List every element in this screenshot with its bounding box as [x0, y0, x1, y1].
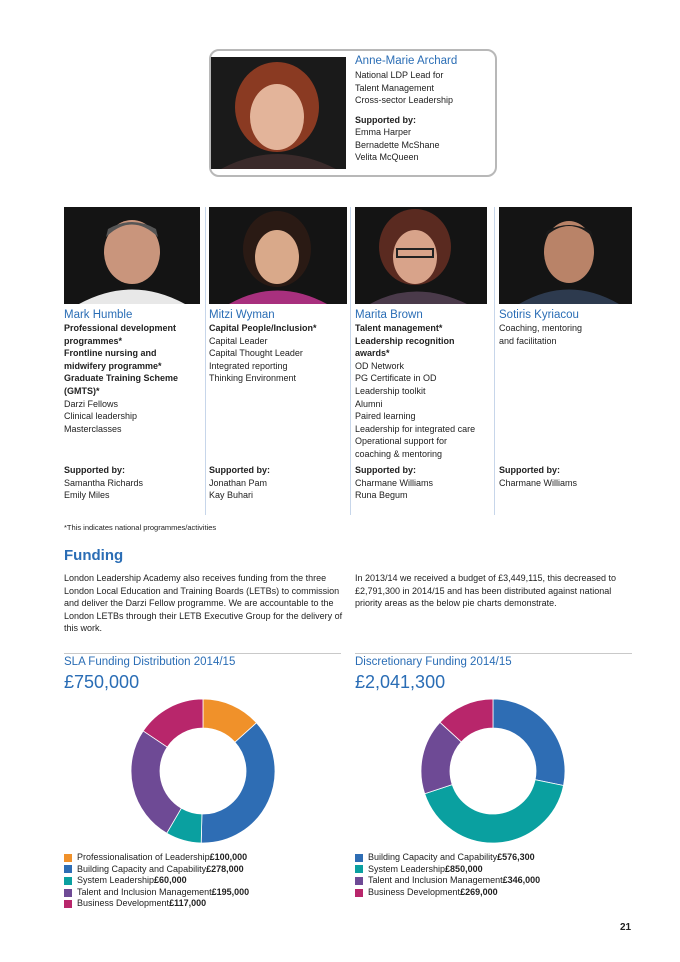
- role-line: Darzi Fellows: [64, 398, 119, 409]
- legend-item: [64, 864, 249, 876]
- lead-supported-heading: Supported by:: [355, 115, 416, 125]
- chart-title: SLA Funding Distribution 2014/15: [64, 656, 236, 668]
- lead-supporter-list: [355, 126, 440, 164]
- chart-total: £2,041,300: [355, 672, 446, 692]
- role-line: Operational support for: [355, 436, 448, 447]
- legend-item: [355, 864, 540, 876]
- person-name: Marita Brown: [355, 309, 423, 321]
- role-line: Masterclasses: [64, 423, 122, 434]
- lead-role-list: [355, 69, 453, 107]
- role-line: coaching & mentoring: [355, 448, 443, 459]
- role-line: (GMTS)*: [64, 385, 100, 396]
- person-photo-mitzi: [209, 207, 347, 304]
- role-line: Professional development: [64, 323, 177, 333]
- legend-item: [64, 898, 249, 910]
- legend-swatch: [355, 865, 363, 873]
- supporter: Runa Begum: [355, 490, 408, 501]
- legend-swatch: [64, 865, 72, 873]
- role-line: PG Certificate in OD: [355, 373, 437, 384]
- legend-label: Talent and Inclusion Management: [77, 886, 212, 897]
- person-photo-sotiris: [499, 207, 632, 304]
- section-rule: [64, 653, 341, 654]
- role-line: programmes*: [64, 335, 123, 346]
- person-name: Mitzi Wyman: [209, 309, 275, 321]
- person-role-list: [64, 322, 202, 435]
- legend-item: [64, 875, 249, 887]
- para-line: and deliver the Darzi Fellow programme. We are accountable to the: [64, 598, 334, 609]
- supporter: Emily Miles: [64, 490, 110, 501]
- supporter: Samantha Richards: [64, 477, 144, 488]
- legend-label: Talent and Inclusion Management: [368, 875, 503, 886]
- role-line: awards*: [355, 348, 390, 359]
- legend-amount: £269,000: [460, 886, 498, 897]
- funding-heading: Funding: [64, 547, 124, 564]
- donut-slice-3: [131, 731, 181, 833]
- chart-legend: [355, 852, 540, 898]
- lead-role-line: Talent Management: [355, 82, 435, 93]
- role-line: Frontline nursing and: [64, 348, 157, 359]
- para-line: London LETBs through their LETB Executive Group for the delivery of: [64, 610, 343, 621]
- para-line: London Local Education and Training Boards (LETBs) to commission: [64, 585, 340, 596]
- role-line: Thinking Environment: [209, 373, 297, 384]
- person-name: Mark Humble: [64, 309, 133, 321]
- person-role-list: [355, 322, 493, 461]
- legend-item: [64, 852, 249, 864]
- chart-title: Discretionary Funding 2014/15: [355, 656, 512, 668]
- lead-role-line: Cross-sector Leadership: [355, 95, 454, 106]
- supported-heading: Supported by:: [499, 465, 560, 475]
- supporter: Charmane Williams: [355, 477, 434, 488]
- legend-label: Business Development: [368, 886, 461, 897]
- supporter: Jonathan Pam: [209, 477, 268, 488]
- supporter: Kay Buhari: [209, 490, 254, 501]
- role-line: Leadership recognition: [355, 335, 455, 346]
- donut-slice-1: [425, 780, 564, 843]
- legend-item: [355, 887, 540, 899]
- supporter-block: [209, 464, 270, 502]
- legend-label: Professionalisation of Leadership: [77, 852, 210, 862]
- column-divider: [350, 207, 351, 515]
- supporter: Charmane Williams: [499, 477, 578, 488]
- person-photo-marita: [355, 207, 487, 304]
- role-line: Capital Leader: [209, 335, 268, 346]
- supporter-block: [499, 464, 577, 489]
- funding-paragraph-right: [355, 572, 640, 610]
- footnote: *This indicates national programmes/activities: [64, 523, 217, 532]
- legend-item: [355, 852, 540, 864]
- para-line: £2,791,300 in 2014/15 and has been distributed against national: [355, 585, 612, 596]
- column-divider: [205, 207, 206, 515]
- role-line: Leadership for integrated care: [355, 423, 476, 434]
- role-line: Talent management*: [355, 323, 443, 333]
- lead-supporter: Bernadette McShane: [355, 139, 440, 150]
- page-number: 21: [620, 922, 632, 933]
- lead-supporter: Velita McQueen: [355, 152, 419, 163]
- legend-swatch: [355, 854, 363, 862]
- legend-amount: £60,000: [154, 875, 187, 886]
- role-line: Capital Thought Leader: [209, 348, 303, 359]
- legend-swatch: [355, 877, 363, 885]
- role-line: Alumni: [355, 398, 383, 409]
- legend-swatch: [64, 900, 72, 908]
- legend-amount: £100,000: [209, 852, 248, 862]
- supported-heading: Supported by:: [209, 465, 270, 475]
- role-line: Capital People/Inclusion*: [209, 323, 317, 333]
- legend-amount: £195,000: [211, 886, 250, 897]
- donut-slice-0: [493, 699, 565, 786]
- legend-swatch: [64, 889, 72, 897]
- role-line: Integrated reporting: [209, 360, 288, 371]
- column-divider: [494, 207, 495, 515]
- para-line: this work.: [64, 623, 103, 634]
- supporter-block: [355, 464, 433, 502]
- chart-total: £750,000: [64, 672, 140, 692]
- para-line: London Leadership Academy also receives funding from the three: [64, 573, 327, 583]
- legend-swatch: [64, 877, 72, 885]
- para-line: priority areas as the below pie charts demonstrate.: [355, 598, 557, 609]
- role-line: Clinical leadership: [64, 411, 138, 422]
- lead-name: Anne-Marie Archard: [355, 55, 458, 67]
- legend-amount: £278,000: [206, 863, 244, 874]
- legend-label: Building Capacity and Capability: [368, 852, 498, 862]
- role-line: Leadership toolkit: [355, 385, 426, 396]
- role-line: midwifery programme*: [64, 360, 162, 371]
- person-name: Sotiris Kyriacou: [499, 309, 579, 321]
- legend-label: System Leadership: [368, 863, 446, 874]
- role-line: and facilitation: [499, 335, 557, 346]
- supported-heading: Supported by:: [355, 465, 416, 475]
- lead-supporter: Emma Harper: [355, 127, 412, 137]
- para-line: In 2013/14 we received a budget of £3,449,115, this decreased to: [355, 573, 617, 583]
- sla-funding-donut-chart: [128, 696, 278, 846]
- legend-swatch: [64, 854, 72, 862]
- legend-amount: £117,000: [169, 898, 207, 909]
- role-line: OD Network: [355, 360, 405, 371]
- donut-slice-1: [201, 723, 275, 843]
- chart-legend: [64, 852, 249, 910]
- role-line: Graduate Training Scheme: [64, 373, 179, 384]
- person-photo-mark: [64, 207, 200, 304]
- legend-item: [355, 875, 540, 887]
- supporter-block: [64, 464, 143, 502]
- role-line: Coaching, mentoring: [499, 323, 583, 333]
- supported-heading: Supported by:: [64, 465, 125, 475]
- person-role-list: [209, 322, 347, 385]
- legend-swatch: [355, 889, 363, 897]
- lead-role-line: National LDP Lead for: [355, 70, 444, 80]
- legend-amount: £346,000: [502, 875, 541, 886]
- legend-amount: £576,300: [497, 852, 535, 862]
- legend-item: [64, 887, 249, 899]
- lead-photo: [211, 57, 346, 169]
- legend-label: Building Capacity and Capability: [77, 863, 207, 874]
- role-line: Paired learning: [355, 411, 416, 422]
- legend-amount: £850,000: [445, 863, 483, 874]
- discretionary-funding-donut-chart: [418, 696, 568, 846]
- legend-label: System Leadership: [77, 875, 155, 886]
- section-rule: [355, 653, 632, 654]
- person-role-list: [499, 322, 637, 347]
- legend-label: Business Development: [77, 898, 170, 909]
- funding-paragraph-left: [64, 572, 349, 635]
